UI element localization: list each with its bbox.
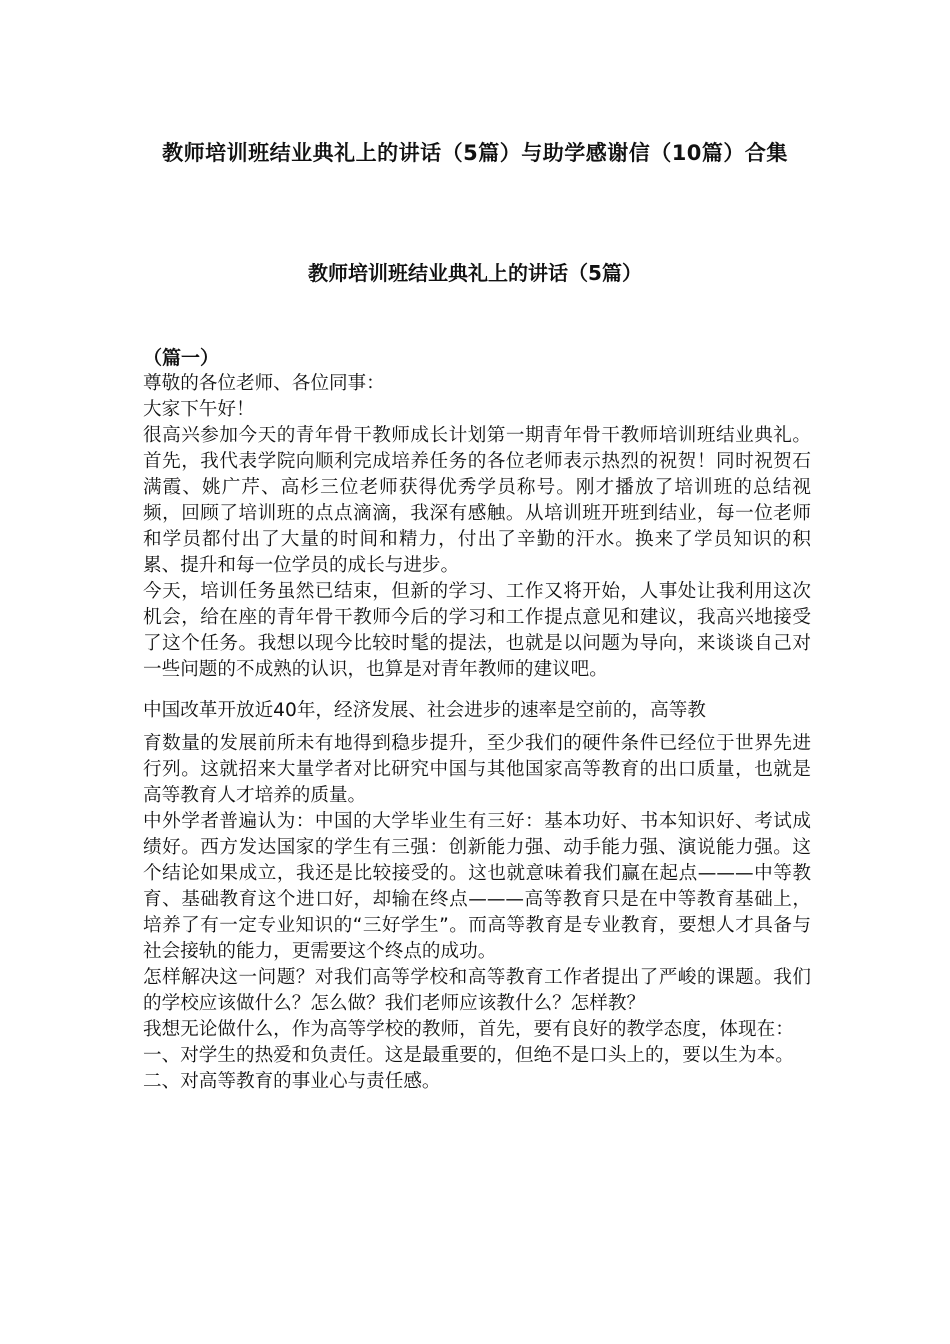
salutation: 尊敬的各位老师、各位同事： <box>143 373 385 394</box>
paragraph: 中国改革开放近40年，经济发展、社会进步的速率是空前的，高等教 <box>143 700 706 721</box>
section-title: 教师培训班结业典礼上的讲话（5篇） <box>308 261 642 285</box>
document-body <box>143 345 811 1095</box>
document-title: 教师培训班结业典礼上的讲话（5篇）与助学感谢信（10篇）合集 <box>162 141 788 165</box>
paragraph: 中外学者普遍认为：中国的大学毕业生有三好：基本功好、书本知识好、考试成绩好。西方发达国家的学生有三强：创新能力强、动手能力强、演说能力强。这个结论如果成立，我还是比较接受的。这也就意味着我们赢在起点———中等教育、基础教育这个进口好，却输在终点———高等教育只是在中等教育基础上，培养了有一定专业知识的“三好学生”。而高等教育是专业教育，要想人才具备与社会接轨的能力，更需要这个终点的成功。 <box>143 811 811 962</box>
paragraph: 很高兴参加今天的青年骨干教师成长计划第一期青年骨干教师培训班结业典礼。首先，我代表学院向顺利完成培养任务的各位老师表示热烈的祝贺！同时祝贺石满霞、姚广芹、高杉三位老师获得优秀学员称号。刚才播放了培训班的总结视频，回顾了培训班的点点滴滴，我深有感触。从培训班开班到结业，每一位老师和学员都付出了大量的时间和精力，付出了辛勤的汗水。换来了学员知识的积累、提升和每一位学员的成长与进步。 <box>143 425 811 576</box>
chapter-label: （篇一） <box>143 347 220 369</box>
paragraph: 我想无论做什么，作为高等学校的教师，首先，要有良好的教学态度，体现在： <box>143 1019 794 1040</box>
paragraph: 一、对学生的热爱和负责任。这是最重要的，但绝不是口头上的，要以生为本。 <box>143 1045 794 1066</box>
paragraph: 二、对高等教育的事业心与责任感。 <box>143 1071 441 1092</box>
greeting: 大家下午好！ <box>143 399 255 420</box>
paragraph: 今天，培训任务虽然已结束，但新的学习、工作又将开始，人事处让我利用这次机会，给在座的青年骨干教师今后的学习和工作提点意见和建议，我高兴地接受了这个任务。我想以现今比较时髦的提法，也就是以问题为导向，来谈谈自己对一些问题的不成熟的认识，也算是对青年教师的建议吧。 <box>143 581 811 680</box>
paragraph: 怎样解决这一问题？对我们高等学校和高等教育工作者提出了严峻的课题。我们的学校应该做什么？怎么做？我们老师应该教什么？怎样教？ <box>143 967 811 1014</box>
paragraph: 育数量的发展前所未有地得到稳步提升，至少我们的硬件条件已经位于世界先进行列。这就招来大量学者对比研究中国与其他国家高等教育的出口质量，也就是高等教育人才培养的质量。 <box>143 733 811 806</box>
